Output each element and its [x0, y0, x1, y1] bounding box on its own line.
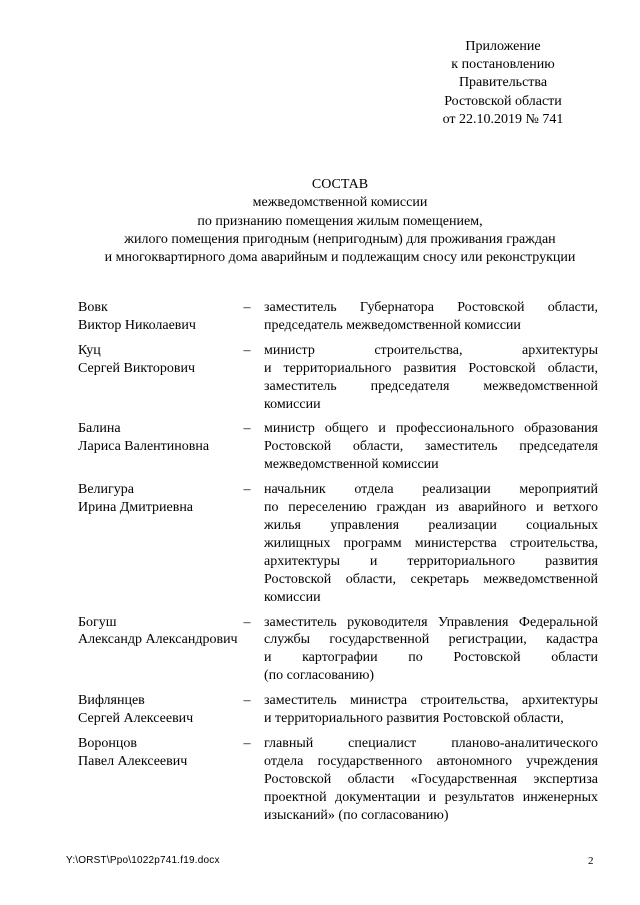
title-line: межведомственной комиссии: [252, 195, 428, 211]
member-surname: Богуш: [78, 614, 117, 630]
member-name: [78, 735, 230, 825]
role-line: жилья управления реализации социальных: [264, 517, 598, 533]
member-entry: [78, 614, 598, 686]
member-surname: Куц: [78, 342, 101, 358]
role-line: по переселению граждан из аварийного и ветхого: [264, 500, 598, 516]
role-line: изысканий» (по согласованию): [264, 807, 449, 823]
appendix-line: Правительства: [458, 75, 548, 91]
title-line: и многоквартирного дома аварийным и подлежащим сносу или реконструкции: [104, 250, 576, 266]
document-title: [60, 176, 620, 267]
role-line: заместитель министра строительства, архитектуры: [264, 693, 598, 709]
member-surname: Балина: [78, 421, 121, 437]
role-line: (по согласованию): [264, 668, 375, 684]
role-line: заместитель председателя межведомственной: [264, 378, 598, 394]
role-line: и картографии по Ростовской области: [264, 650, 598, 666]
dash-separator: –: [243, 421, 251, 437]
role-line: заместитель Губернатора Ростовской области,: [264, 300, 598, 315]
appendix-line: от 22.10.2019 № 741: [442, 111, 564, 127]
member-given-names: Александр Александрович: [78, 632, 238, 648]
member-name: [78, 481, 230, 606]
member-given-names: Павел Алексеевич: [78, 753, 188, 769]
dash-separator: –: [243, 735, 251, 751]
dash-separator: –: [243, 614, 251, 630]
member-role: [264, 481, 598, 606]
role-line: архитектуры и территориального развития: [264, 553, 598, 569]
role-line: межведомственной комиссии: [264, 457, 439, 473]
title-line: по признанию помещения жилым помещением,: [197, 213, 483, 229]
dash-separator: –: [243, 693, 251, 709]
footer-file-path: Y:\ORST\Ppo\1022p741.f19.docx: [66, 855, 220, 866]
member-role: [264, 342, 598, 414]
dash-separator: –: [243, 482, 251, 498]
member-entry: [78, 342, 598, 414]
member-name: [78, 692, 230, 728]
member-role: [264, 735, 598, 825]
role-line: комиссии: [264, 396, 321, 412]
member-role: [264, 420, 598, 474]
role-line: комиссии: [264, 589, 321, 605]
member-name: [78, 299, 230, 335]
title-heading: СОСТАВ: [311, 177, 369, 192]
member-given-names: Сергей Викторович: [78, 360, 196, 376]
member-surname: Велигура: [78, 482, 134, 498]
member-given-names: Ирина Дмитриевна: [78, 500, 194, 516]
role-line: и территориального развития Ростовской области,: [264, 360, 598, 376]
appendix-line: Приложение: [465, 39, 541, 54]
member-surname: Вифлянцев: [78, 693, 145, 709]
member-role: [264, 614, 598, 686]
appendix-line: Ростовской области: [444, 93, 562, 109]
member-entry: [78, 420, 598, 474]
appendix-block: [420, 38, 586, 129]
member-entry: [78, 735, 598, 825]
role-line: службы государственной регистрации, кадастра: [264, 632, 598, 648]
member-entry: [78, 692, 598, 728]
title-line: жилого помещения пригодным (непригодным) для проживания граждан: [124, 231, 556, 247]
role-line: министр общего и профессионального образования: [264, 421, 598, 437]
role-line: заместитель руководителя Управления Федеральной: [264, 614, 598, 630]
role-line: и территориального развития Ростовской области,: [264, 711, 564, 727]
member-name: [78, 614, 238, 686]
role-line: Ростовской области, секретарь межведомственной: [264, 571, 598, 587]
member-role: [264, 692, 598, 728]
role-line: Ростовской области, заместитель председателя: [264, 439, 598, 455]
role-line: главный специалист планово-аналитического: [264, 735, 598, 751]
role-line: проектной документации и результатов инженерных: [264, 789, 598, 805]
role-line: начальник отдела реализации мероприятий: [264, 482, 598, 498]
members-list: [78, 299, 598, 831]
role-line: председатель межведомственной комиссии: [264, 317, 521, 333]
member-role: [264, 299, 598, 335]
member-given-names: Виктор Николаевич: [78, 317, 196, 333]
dash-separator: –: [243, 300, 251, 315]
member-surname: Воронцов: [78, 735, 137, 751]
member-entry: [78, 299, 598, 335]
appendix-line: к постановлению: [451, 57, 555, 73]
role-line: Ростовской области «Государственная экспертиза: [264, 771, 598, 787]
page-number: 2: [588, 855, 594, 867]
member-entry: [78, 481, 598, 606]
member-given-names: Сергей Алексеевич: [78, 711, 194, 727]
role-line: жилищных программ министерства строительства,: [264, 535, 598, 551]
member-given-names: Лариса Валентиновна: [78, 439, 210, 455]
role-line: министр строительства, архитектуры: [264, 342, 598, 358]
member-name: [78, 342, 230, 414]
role-line: отдела государственного автономного учреждения: [264, 753, 598, 769]
member-name: [78, 420, 230, 474]
dash-separator: –: [243, 342, 251, 358]
member-surname: Вовк: [78, 300, 108, 315]
